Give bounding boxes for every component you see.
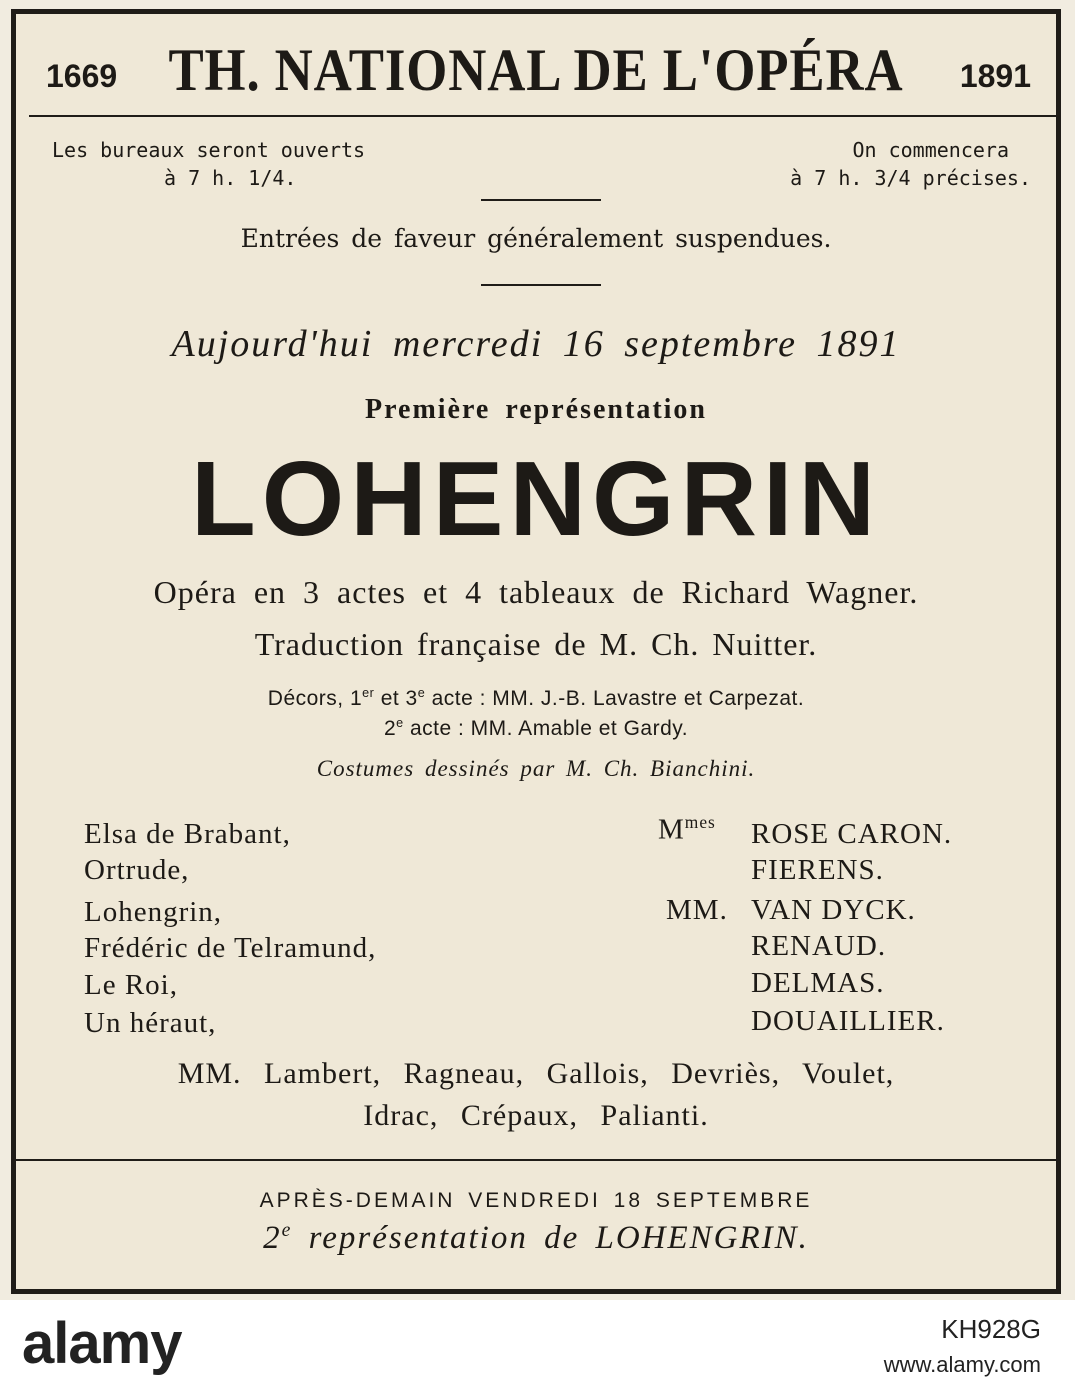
translation-credit: Traduction française de M. Ch. Nuitter.	[254, 626, 818, 662]
start-time-line1: On commencera	[852, 138, 1009, 162]
cast-actor: DOUAILLIER.	[751, 1005, 945, 1037]
second-performance	[16, 1219, 1056, 1257]
opera-title: LOHENGRIN	[191, 440, 881, 558]
decor-credit	[16, 686, 1056, 711]
decor-prefix: Décors,	[267, 687, 350, 710]
short-rule-bottom	[481, 284, 601, 286]
theatre-title: TH. NATIONAL DE L'OPÉRA	[168, 37, 904, 103]
notice-text: Entrées de faveur généralement suspendues.	[240, 224, 832, 253]
chorus-line1: MM. Lambert, Ragneau, Gallois, Devriès, Voulet,	[177, 1057, 895, 1090]
second-performance-text: représentation de LOHENGRIN.	[292, 1220, 809, 1256]
cast-role: Le Roi,	[84, 969, 178, 1001]
cast-actor: VAN DYCK.	[751, 894, 916, 926]
footer-rule	[16, 1159, 1056, 1161]
cast-actor: FIERENS.	[751, 854, 884, 886]
watermark-bar	[0, 1300, 1075, 1390]
act2-credit	[16, 716, 1056, 741]
premiere-label: Première représentation	[364, 394, 707, 425]
women-prefix	[658, 812, 716, 847]
act2-names: acte : MM. Amable et Gardy.	[403, 717, 689, 740]
season-year: 1891	[959, 58, 1031, 94]
decor-names: acte : MM. J.-B. Lavastre et Carpezat.	[425, 687, 805, 710]
cast-role: Un héraut,	[84, 1007, 217, 1039]
decor-act1-num: 1	[349, 687, 363, 710]
short-rule-top	[481, 199, 601, 201]
cast-role: Elsa de Brabant,	[84, 818, 291, 850]
ordinal-number: 2	[263, 1220, 282, 1256]
alamy-logo: alamy	[22, 1311, 182, 1376]
decor-act3-num: et 3	[374, 687, 418, 710]
act2-num: 2	[383, 717, 397, 740]
costumes-credit: Costumes dessinés par M. Ch. Bianchini.	[316, 756, 756, 781]
act2-sup: e	[396, 716, 404, 730]
header-rule	[29, 115, 1056, 117]
cast-role: Ortrude,	[84, 854, 190, 886]
decor-sup1: er	[362, 686, 375, 700]
cast-actor: ROSE CARON.	[751, 818, 953, 850]
cast-role: Lohengrin,	[84, 896, 223, 928]
opera-subtitle: Opéra en 3 actes et 4 tableaux de Richard Wagner.	[153, 574, 919, 610]
men-prefix: MM.	[666, 894, 728, 926]
opera-poster	[11, 9, 1061, 1294]
performance-date: Aujourd'hui mercredi 16 septembre 1891	[171, 323, 901, 365]
next-performance-announcement: APRÈS-DEMAIN VENDREDI 18 SEPTEMBRE	[259, 1189, 813, 1212]
ordinal-sup: e	[281, 1219, 293, 1241]
decor-sup2: e	[417, 686, 426, 700]
watermark-url: www.alamy.com	[883, 1352, 1041, 1377]
women-prefix-sup: mes	[684, 812, 716, 832]
box-office-line1: Les bureaux seront ouverts	[52, 138, 366, 162]
image-code: KH928G	[941, 1314, 1041, 1344]
founding-year: 1669	[46, 58, 118, 94]
start-time-line2: à 7 h. 3/4 précises.	[790, 166, 1031, 190]
cast-actor: RENAUD.	[751, 930, 887, 962]
chorus-line2: Idrac, Crépaux, Palianti.	[363, 1099, 709, 1132]
box-office-line2: à 7 h. 1/4.	[164, 166, 297, 190]
women-prefix-m: M	[658, 813, 685, 846]
cast-actor: DELMAS.	[751, 967, 885, 999]
cast-role: Frédéric de Telramund,	[84, 932, 377, 964]
